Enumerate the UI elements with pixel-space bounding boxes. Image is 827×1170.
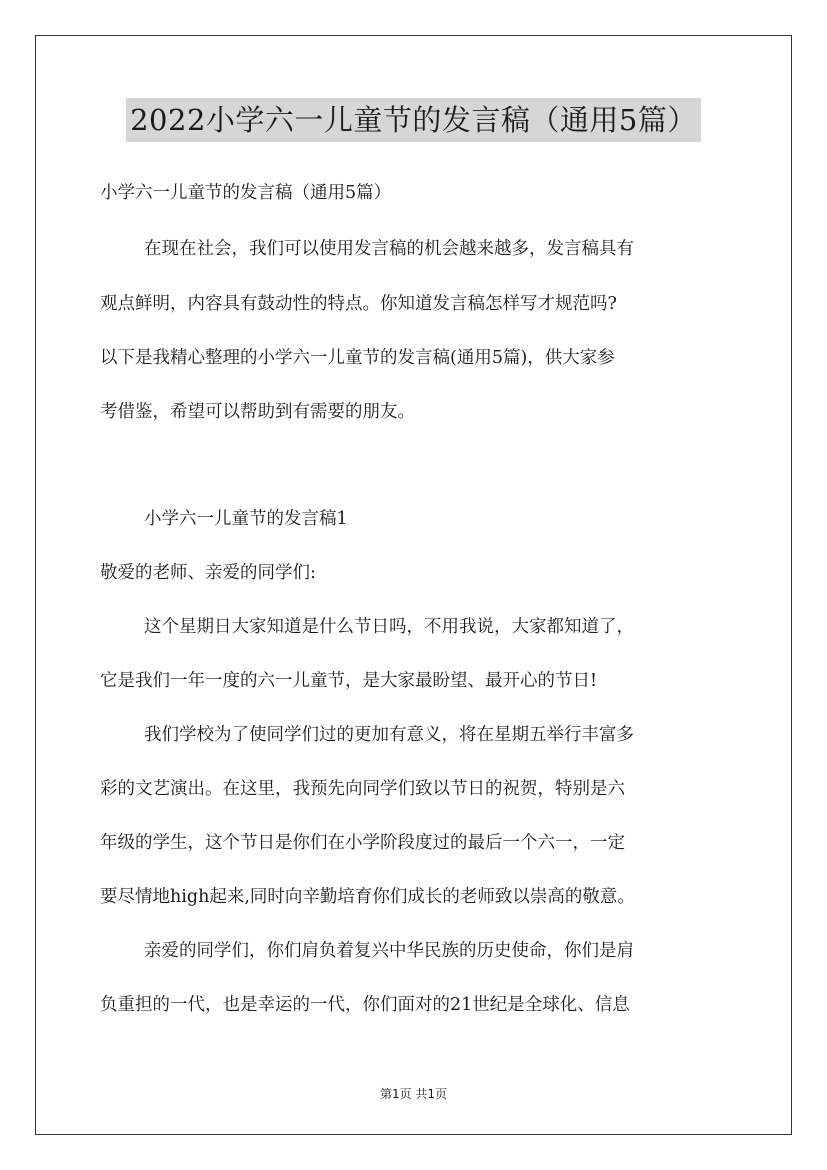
paragraph-line: 小学六一儿童节的发言稿（通用5篇） [100, 183, 392, 203]
document-title: 2022小学六一儿童节的发言稿（通用5篇） [126, 98, 701, 142]
page-footer: 第1页 共1页 [379, 1087, 448, 1101]
paragraph-line: 这个星期日大家知道是什么节日吗，不用我说，大家都知道了， [144, 617, 634, 637]
paragraph-line: 年级的学生，这个节日是你们在小学阶段度过的最后一个六一，一定 [100, 833, 625, 853]
paragraph-line: 彩的文艺演出。在这里，我预先向同学们致以节日的祝贺，特别是六 [100, 779, 625, 799]
paragraph-line: 亲爱的同学们，你们肩负着复兴中华民族的历史使命，你们是肩 [144, 941, 634, 961]
title-container [0, 98, 827, 142]
paragraph-line: 考借鉴，希望可以帮助到有需要的朋友。 [100, 402, 415, 422]
paragraph-line: 观点鲜明，内容具有鼓动性的特点。你知道发言稿怎样写才规范吗? [100, 294, 617, 314]
paragraph-line: 它是我们一年一度的六一儿童节，是大家最盼望、最开心的节日! [100, 671, 598, 691]
paragraph-line: 要尽情地high起来,同时向辛勤培育你们成长的老师致以崇高的敬意。 [100, 887, 635, 907]
paragraph-line: 负重担的一代，也是幸运的一代，你们面对的21世纪是全球化、信息 [100, 995, 630, 1015]
paragraph-line: 在现在社会，我们可以使用发言稿的机会越来越多，发言稿具有 [144, 239, 634, 259]
paragraph-line: 以下是我精心整理的小学六一儿童节的发言稿(通用5篇)，供大家参 [100, 348, 615, 368]
paragraph-line: 小学六一儿童节的发言稿1 [144, 509, 348, 529]
paragraph-line: 我们学校为了使同学们过的更加有意义，将在星期五举行丰富多 [144, 725, 634, 745]
paragraph-line: 敬爱的老师、亲爱的同学们: [100, 563, 316, 583]
